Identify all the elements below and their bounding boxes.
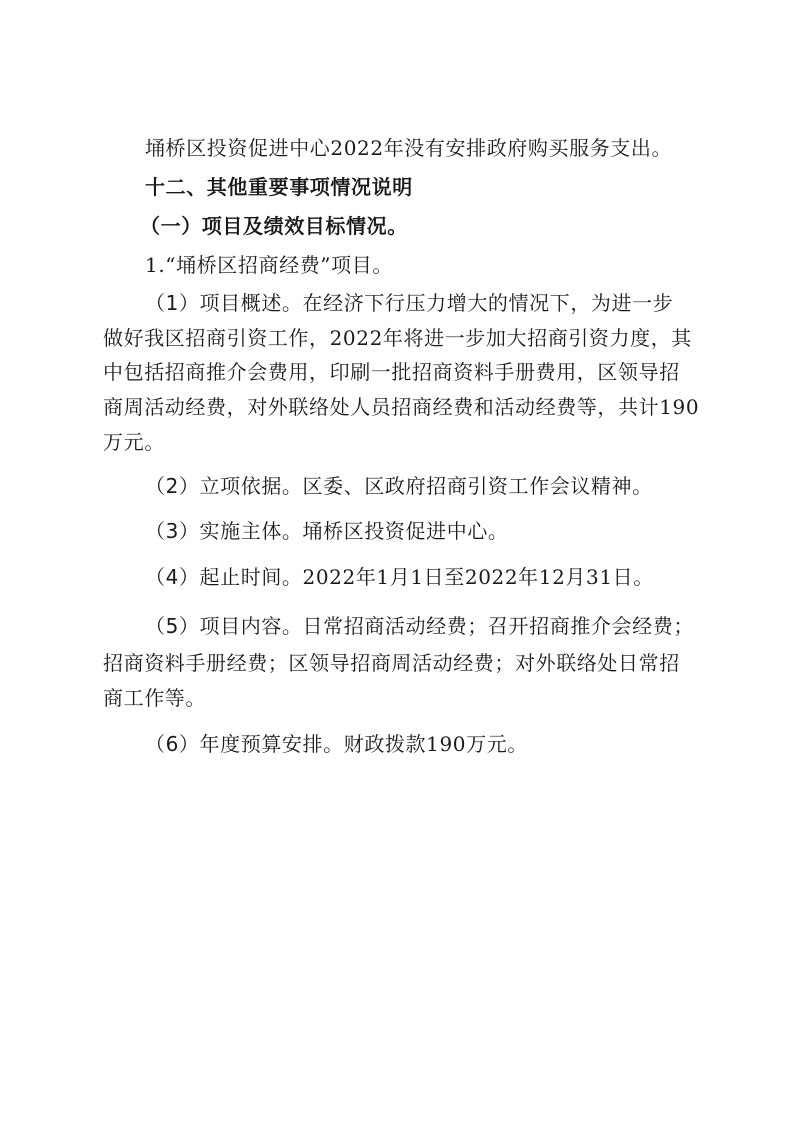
item2-paragraph bbox=[145, 472, 705, 500]
intro-text: 埇桥区投资促进中心2022年没有安排政府购买服务支出。 bbox=[145, 136, 673, 160]
item5-paragraph-line3: 商工作等。 bbox=[103, 686, 206, 710]
intro-paragraph bbox=[145, 134, 705, 162]
item6-paragraph bbox=[145, 730, 705, 758]
item5-label: （5）项目内容。 bbox=[145, 614, 303, 638]
item4-label: （4）起止时间。 bbox=[145, 565, 303, 589]
item3-paragraph bbox=[145, 517, 705, 545]
item1-line1-text: 在经济下行压力增大的情况下，为进一步 bbox=[302, 291, 674, 315]
item1-paragraph-line3: 中包括招商推介会费用，印刷一批招商资料手册费用，区领导招 bbox=[103, 360, 680, 384]
item5-paragraph-line2: 招商资料手册经费；区领导招商周活动经费；对外联络处日常招 bbox=[103, 651, 680, 675]
subsection-heading: （一）项目及绩效目标情况。 bbox=[140, 214, 408, 238]
section-heading: 十二、其他重要事项情况说明 bbox=[145, 175, 413, 199]
item3-label: （3）实施主体。 bbox=[145, 519, 303, 543]
item2-text: 区委、区政府招商引资工作会议精神。 bbox=[302, 474, 653, 498]
project-title: 1.“埇桥区招商经费”项目。 bbox=[145, 253, 393, 277]
item5-line1-text: 日常招商活动经费；召开招商推介会经费； bbox=[302, 614, 694, 638]
item1-paragraph-line1 bbox=[145, 289, 705, 317]
item4-paragraph bbox=[145, 563, 705, 591]
item6-text: 财政拨款190万元。 bbox=[343, 732, 528, 756]
item1-paragraph-line4: 商周活动经费，对外联络处人员招商经费和活动经费等，共计190 bbox=[103, 395, 700, 419]
item5-paragraph-line1 bbox=[145, 612, 705, 640]
item1-label: （1）项目概述。 bbox=[145, 291, 303, 315]
item4-text: 2022年1月1日至2022年12月31日。 bbox=[302, 565, 654, 589]
item6-label: （6）年度预算安排。 bbox=[145, 732, 344, 756]
item2-label: （2）立项依据。 bbox=[145, 474, 303, 498]
item1-paragraph-line5: 万元。 bbox=[103, 430, 165, 454]
item3-text: 埇桥区投资促进中心。 bbox=[302, 519, 509, 543]
item1-paragraph-line2: 做好我区招商引资工作，2022年将进一步加大招商引资力度，其 bbox=[103, 326, 692, 350]
